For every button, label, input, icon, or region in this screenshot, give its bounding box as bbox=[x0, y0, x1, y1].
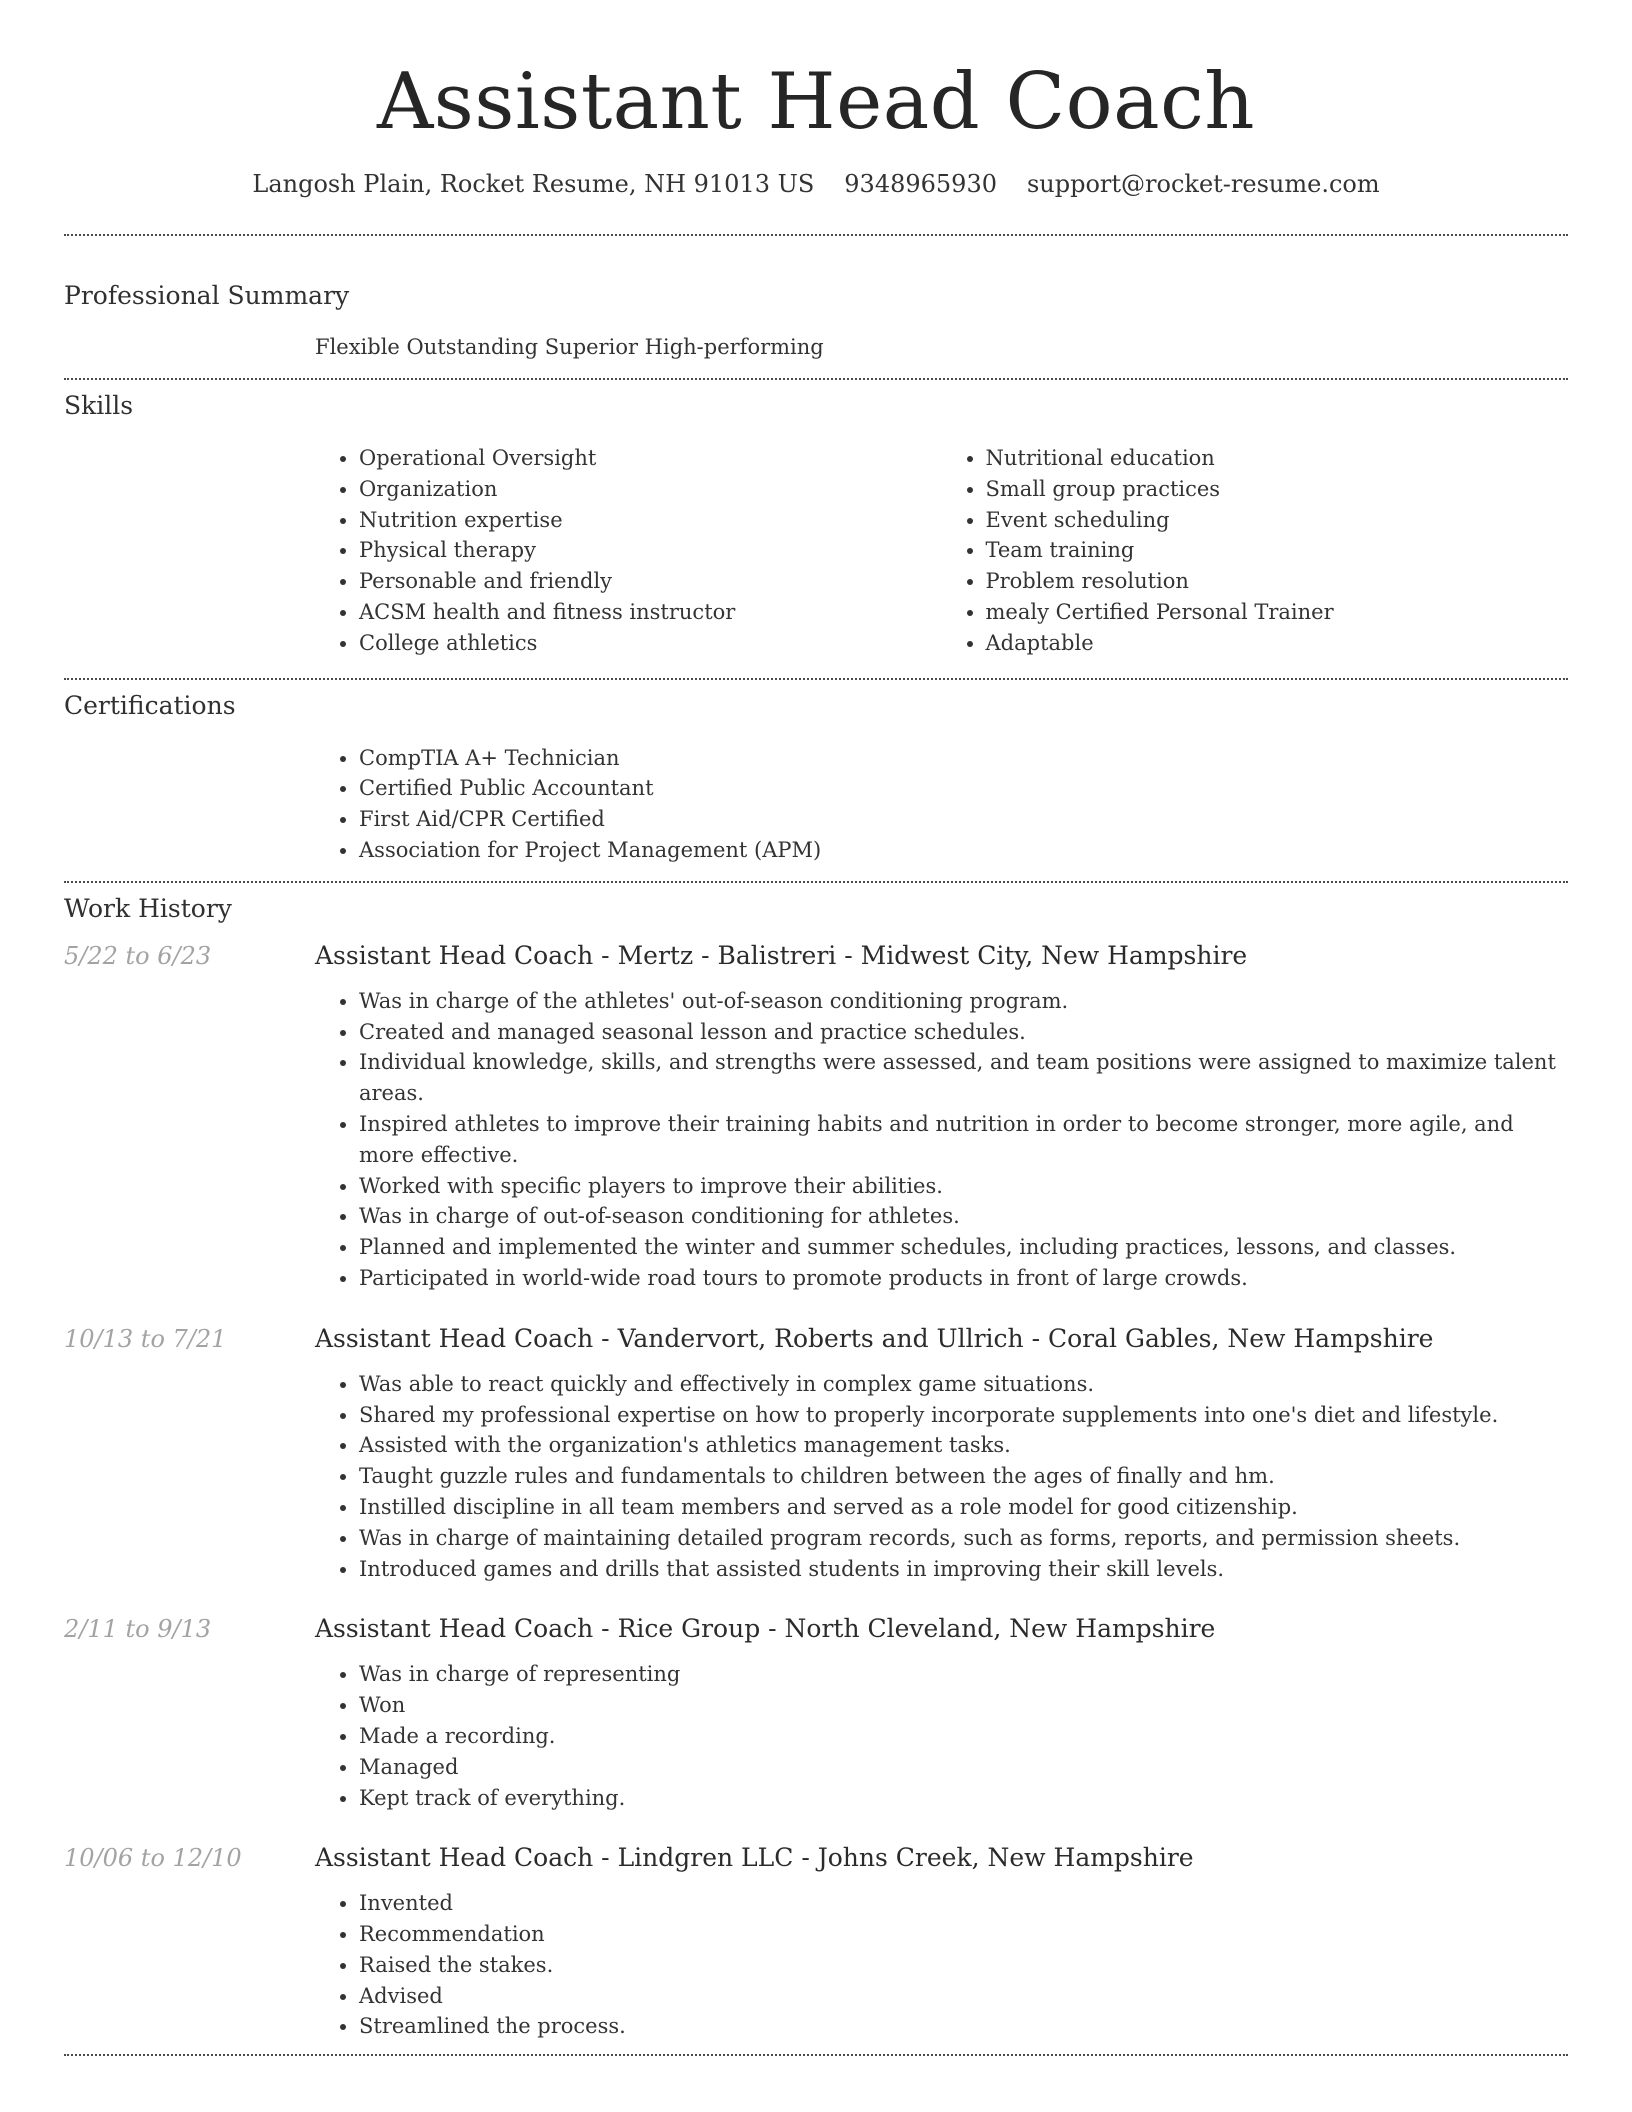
contact-phone: 9348965930 bbox=[844, 170, 997, 198]
skills-list-right bbox=[942, 443, 1569, 659]
job-entry bbox=[64, 939, 1568, 1294]
job-body bbox=[315, 1659, 1568, 1813]
job-header bbox=[64, 1612, 1568, 1646]
summary-heading: Professional Summary bbox=[64, 281, 350, 310]
job-bullet: • Participated in world-wide road tours to promote products in front of large crowds. bbox=[359, 1263, 1568, 1294]
job-bullet: • Managed bbox=[359, 1752, 1568, 1783]
section-divider bbox=[64, 378, 1568, 380]
skill-item: • ACSM health and fitness instructor bbox=[359, 597, 942, 628]
job-bullet: • Raised the stakes. bbox=[359, 1950, 1568, 1981]
skill-item: • Problem resolution bbox=[986, 566, 1569, 597]
certifications-section bbox=[64, 690, 1568, 866]
job-dates: 10/13 to 7/21 bbox=[64, 1324, 227, 1353]
job-dates: 5/22 to 6/23 bbox=[64, 941, 212, 970]
skills-list-left bbox=[315, 443, 942, 659]
job-header bbox=[64, 939, 1568, 973]
job-entry bbox=[64, 1841, 1568, 2042]
contact-address: Langosh Plain, Rocket Resume, NH 91013 US bbox=[252, 170, 815, 198]
section-divider bbox=[64, 234, 1568, 236]
job-title: Assistant Head Coach - Rice Group - North Cleveland, New Hampshire bbox=[315, 1614, 1216, 1644]
skill-item: • Personable and friendly bbox=[359, 566, 942, 597]
job-bullet: • Streamlined the process. bbox=[359, 2011, 1568, 2042]
job-bullet: • Instilled discipline in all team members and served as a role model for good citizenship. bbox=[359, 1492, 1568, 1523]
job-title: Assistant Head Coach - Vandervort, Roberts and Ullrich - Coral Gables, New Hampshire bbox=[315, 1323, 1434, 1353]
section-divider bbox=[64, 2054, 1568, 2056]
job-header bbox=[64, 1841, 1568, 1875]
certifications-heading: Certifications bbox=[64, 690, 236, 720]
certifications-body bbox=[315, 743, 1568, 866]
job-bullet: • Taught guzzle rules and fundamentals to children between the ages of finally and hm. bbox=[359, 1461, 1568, 1492]
job-title: Assistant Head Coach - Lindgren LLC - Johns Creek, New Hampshire bbox=[315, 1843, 1194, 1873]
resume-page bbox=[64, 0, 1568, 2056]
skill-item: • Nutritional education bbox=[986, 443, 1569, 474]
resume-name: Assistant Head Coach bbox=[376, 57, 1256, 147]
job-bullet: • Was able to react quickly and effectively in complex game situations. bbox=[359, 1369, 1568, 1400]
job-bullet: • Shared my professional expertise on how to properly incorporate supplements into one's diet and lifestyle. bbox=[359, 1400, 1568, 1431]
certification-item: • Association for Project Management (APM) bbox=[359, 835, 1568, 866]
job-bullet: • Inspired athletes to improve their training habits and nutrition in order to become stronger, more agile, and more effective. bbox=[359, 1109, 1568, 1171]
job-bullet: • Advised bbox=[359, 1981, 1568, 2012]
skill-item: • College athletics bbox=[359, 628, 942, 659]
job-bullet: • Individual knowledge, skills, and strengths were assessed, and team positions were assigned to maximize talent areas. bbox=[359, 1047, 1568, 1109]
job-entry bbox=[64, 1612, 1568, 1813]
job-bullet: • Planned and implemented the winter and summer schedules, including practices, lessons, and classes. bbox=[359, 1232, 1568, 1263]
job-bullet: • Was in charge of the athletes' out-of-season conditioning program. bbox=[359, 986, 1568, 1017]
skill-item: • mealy Certified Personal Trainer bbox=[986, 597, 1569, 628]
section-divider bbox=[64, 881, 1568, 883]
summary-section bbox=[64, 280, 1568, 362]
job-bullet: • Introduced games and drills that assisted students in improving their skill levels. bbox=[359, 1554, 1568, 1585]
skill-item: • Team training bbox=[986, 535, 1569, 566]
certification-item: • First Aid/CPR Certified bbox=[359, 804, 1568, 835]
skill-item: • Nutrition expertise bbox=[359, 505, 942, 536]
job-bullet: • Kept track of everything. bbox=[359, 1783, 1568, 1814]
skill-item: • Operational Oversight bbox=[359, 443, 942, 474]
job-bullet: • Won bbox=[359, 1690, 1568, 1721]
skill-item: • Organization bbox=[359, 474, 942, 505]
job-body bbox=[315, 1888, 1568, 2042]
skill-item: • Small group practices bbox=[986, 474, 1569, 505]
job-header bbox=[64, 1322, 1568, 1356]
job-dates: 2/11 to 9/13 bbox=[64, 1615, 212, 1644]
certification-item: • Certified Public Accountant bbox=[359, 773, 1568, 804]
job-bullet: • Was in charge of representing bbox=[359, 1659, 1568, 1690]
job-entry bbox=[64, 1322, 1568, 1585]
job-body bbox=[315, 986, 1568, 1294]
certification-item: • CompTIA A+ Technician bbox=[359, 743, 1568, 774]
skill-item: • Physical therapy bbox=[359, 535, 942, 566]
contact-line bbox=[64, 168, 1568, 200]
work-history-jobs bbox=[64, 939, 1568, 2043]
job-bullet: • Was in charge of maintaining detailed program records, such as forms, reports, and permission sheets. bbox=[359, 1523, 1568, 1554]
job-bullet: • Was in charge of out-of-season conditioning for athletes. bbox=[359, 1201, 1568, 1232]
skill-item: • Event scheduling bbox=[986, 505, 1569, 536]
job-bullet: • Made a recording. bbox=[359, 1721, 1568, 1752]
work-history-section bbox=[64, 893, 1568, 2043]
skills-section bbox=[64, 390, 1568, 659]
job-bullets bbox=[315, 1888, 1568, 2042]
section-divider bbox=[64, 678, 1568, 680]
skills-grid bbox=[315, 443, 1568, 659]
job-bullet: • Created and managed seasonal lesson and practice schedules. bbox=[359, 1017, 1568, 1048]
skill-item: • Adaptable bbox=[986, 628, 1569, 659]
work-history-heading: Work History bbox=[64, 893, 232, 923]
job-dates: 10/06 to 12/10 bbox=[64, 1844, 242, 1873]
skills-heading: Skills bbox=[64, 391, 134, 420]
job-bullet: • Recommendation bbox=[359, 1919, 1568, 1950]
job-bullet: • Invented bbox=[359, 1888, 1568, 1919]
job-bullets bbox=[315, 1659, 1568, 1813]
job-bullets bbox=[315, 1369, 1568, 1585]
job-bullet: • Assisted with the organization's athletics management tasks. bbox=[359, 1430, 1568, 1461]
summary-text: Flexible Outstanding Superior High-performing bbox=[315, 335, 824, 359]
job-bullet: • Worked with specific players to improve their abilities. bbox=[359, 1171, 1568, 1202]
job-title: Assistant Head Coach - Mertz - Balistreri - Midwest City, New Hampshire bbox=[315, 940, 1248, 970]
job-body bbox=[315, 1369, 1568, 1585]
certifications-list bbox=[315, 743, 1568, 866]
job-bullets bbox=[315, 986, 1568, 1294]
contact-email: support@rocket-resume.com bbox=[1026, 170, 1380, 198]
